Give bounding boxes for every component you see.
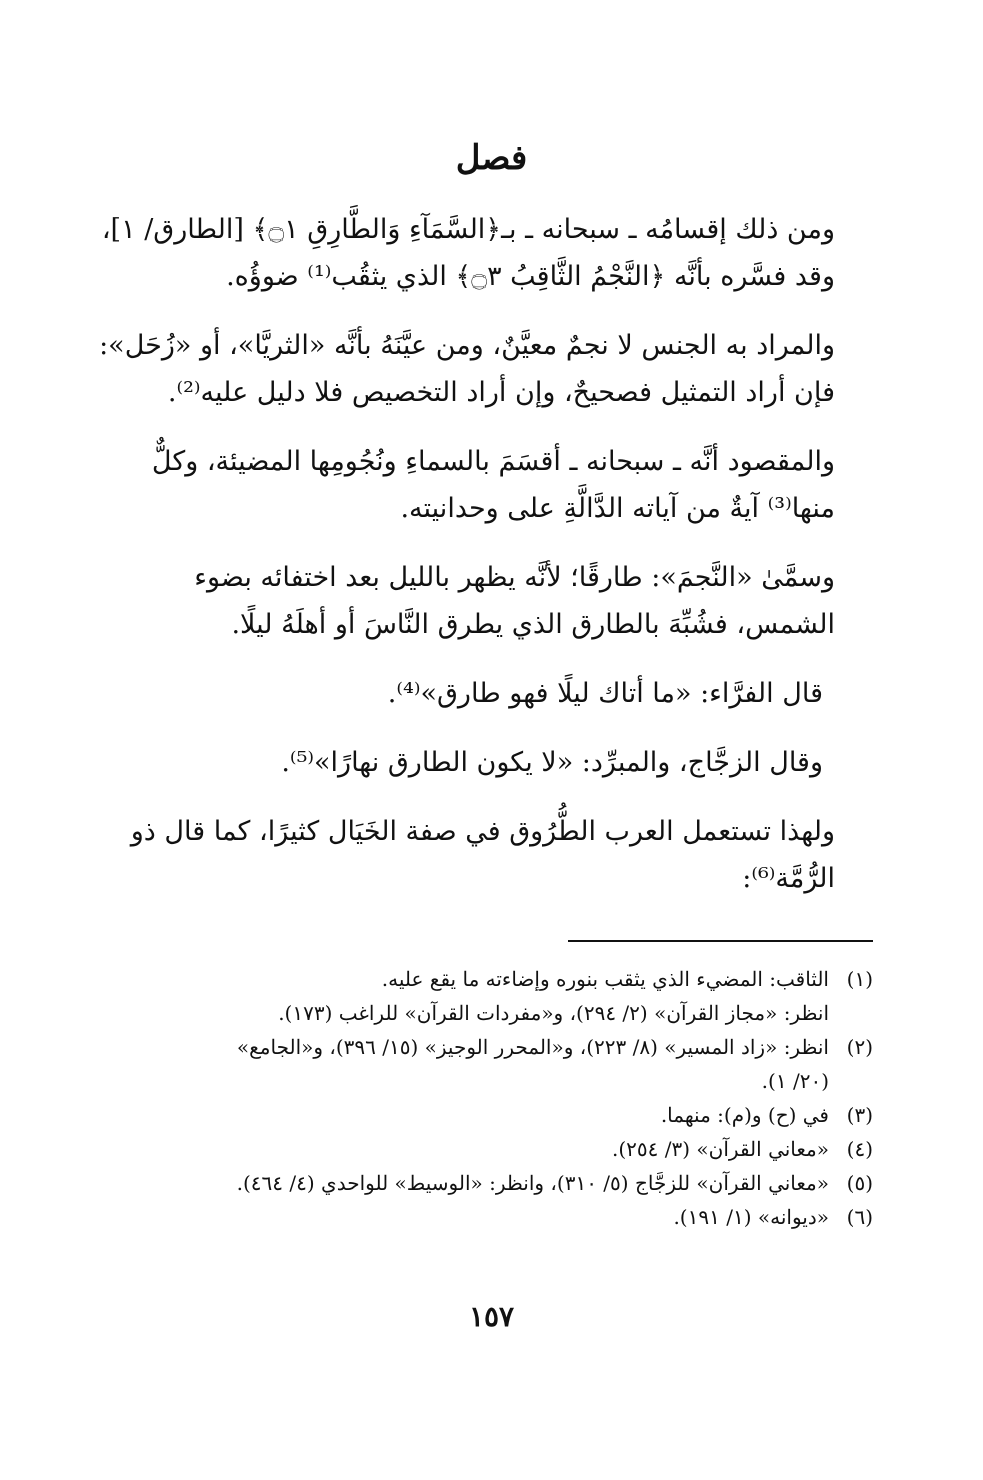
paragraph-line: وقد فسَّره بأنَّه ﴿النَّجْمُ الثَّاقِبُ ۝٣﴾ الذي يثقُب⁽¹⁾ ضوؤُه. — [226, 261, 835, 292]
footnote-line: انظر: «مجاز القرآن» (٢/ ٢٩٤)، و«مفردات القرآن» للراغب (١٧٣). — [278, 1001, 829, 1025]
footnote-line: في (ح) و(م): منهما. — [660, 1103, 829, 1127]
footnote-text — [110, 962, 829, 1030]
paragraph-line: قال الفرَّاء: «ما أتاك ليلًا فهو طارق»⁽⁴⁾. — [387, 678, 823, 709]
paragraph-line: وسمَّىٰ «النَّجمَ»: طارقًا؛ لأنَّه يظهر بالليل بعد اختفائه بضوء — [194, 562, 835, 593]
footnote-4 — [110, 1132, 873, 1166]
footnote-3 — [110, 1098, 873, 1132]
section-title: فصل — [455, 138, 528, 178]
paragraph-line: والمراد به الجنس لا نجمٌ معيَّنٌ، ومن عيَّنَهُ بأنَّه «الثريَّا»، أو «زُحَل»: — [99, 330, 835, 361]
footnote-line: (٢٠/ ١). — [761, 1069, 829, 1093]
footnote-text — [110, 1132, 829, 1166]
paragraph-line: الرُّمَّة⁽⁶⁾: — [742, 863, 835, 894]
paragraph-line: فإن أراد التمثيل فصحيحٌ، وإن أراد التخصيص فلا دليل عليه⁽²⁾. — [167, 377, 835, 408]
footnote-number: (٥) — [846, 1171, 873, 1195]
footnote-line: انظر: «زاد المسير» (٨/ ٢٢٣)، و«المحرر الوجيز» (١٥/ ٣٩٦)، و«الجامع» — [236, 1035, 829, 1059]
footnote-number: (٦) — [846, 1205, 873, 1229]
paragraph-line: الشمس، فشُبِّهَ بالطارق الذي يطرق النَّاسَ أو أهلَهُ ليلًا. — [231, 609, 835, 640]
paragraph-line: منها⁽³⁾ آيةٌ من آياته الدَّالَّةِ على وحدانيته. — [400, 493, 835, 524]
footnote-1 — [110, 962, 873, 1030]
paragraph-7 — [110, 808, 873, 902]
footnote-number: (١) — [846, 967, 873, 991]
paragraph-line: والمقصود أنَّه ـ سبحانه ـ أقسَمَ بالسماءِ ونُجُومِها المضيئة، وكلٌّ — [151, 446, 835, 477]
footnote-2 — [110, 1030, 873, 1098]
footnote-text — [110, 1030, 829, 1098]
footnote-line: الثاقب: المضيء الذي يثقب بنوره وإضاءته ما يقع عليه. — [381, 967, 829, 991]
footnote-text — [110, 1166, 829, 1200]
footnote-5 — [110, 1166, 873, 1200]
footnote-line: «ديوانه» (١/ ١٩١). — [673, 1205, 829, 1229]
footnote-number: (٣) — [846, 1103, 873, 1127]
paragraph-5 — [110, 670, 873, 717]
footnote-text — [110, 1098, 829, 1132]
footnote-6 — [110, 1200, 873, 1234]
footnote-line: «معاني القرآن» للزجَّاج (٥/ ٣١٠)، وانظر: «الوسيط» للواحدي (٤/ ٤٦٤). — [236, 1171, 829, 1195]
footnotes — [110, 962, 873, 1234]
paragraph-6 — [110, 739, 873, 786]
footnote-text — [110, 1200, 829, 1234]
paragraph-4 — [110, 554, 873, 648]
footnote-line: «معاني القرآن» (٣/ ٢٥٤). — [612, 1137, 829, 1161]
page — [99, 0, 873, 1480]
footnote-divider — [568, 940, 873, 942]
footnote-number: (٤) — [846, 1137, 873, 1161]
paragraph-line: ومن ذلك إقسامُه ـ سبحانه ـ بـ﴿السَّمَآءِ وَالطَّارِقِ ۝١﴾ [الطارق/ ١]، — [101, 214, 835, 245]
body-text — [99, 206, 873, 924]
footnote-number: (٢) — [846, 1035, 873, 1059]
paragraph-2 — [99, 322, 873, 416]
paragraph-1 — [101, 206, 873, 300]
paragraph-line: ولهذا تستعمل العرب الطُّرُوق في صفة الخَيَال كثيرًا، كما قال ذو — [130, 816, 835, 847]
paragraph-3 — [110, 438, 873, 532]
paragraph-line: وقال الزجَّاج، والمبرِّد: «لا يكون الطارق نهارًا»⁽⁵⁾. — [281, 747, 823, 778]
page-number: ١٥٧ — [468, 1300, 515, 1333]
